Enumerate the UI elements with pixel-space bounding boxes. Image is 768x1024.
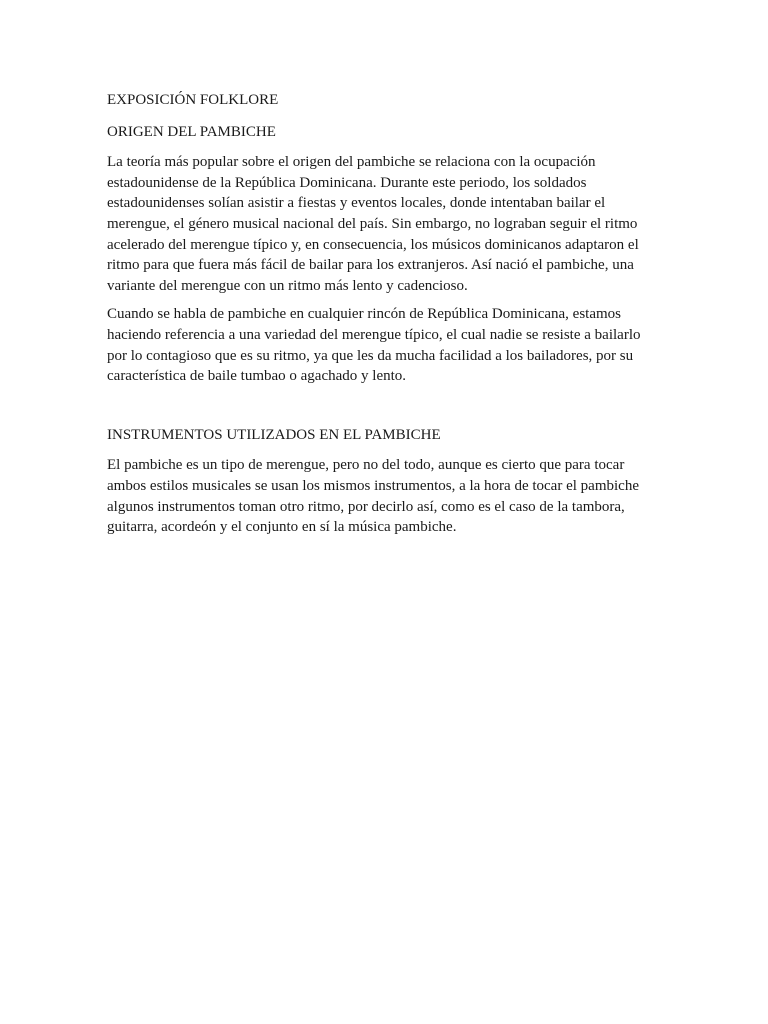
section-heading: ORIGEN DEL PAMBICHE — [107, 123, 276, 140]
document-content — [107, 90, 647, 546]
document-title: EXPOSICIÓN FOLKLORE — [107, 92, 279, 108]
section-origen — [107, 122, 647, 387]
section-instrumentos — [107, 425, 647, 538]
section-spacer — [107, 395, 647, 425]
paragraph: El pambiche es un tipo de merengue, pero no del todo, aunque es cierto que para tocar ambos estilos musicales se usan los mismos instrumentos, a la hora de tocar el pambiche algunos instrumentos toman otro ritmo, por decirlo así, como es el caso de la tambora, guitarra, acordeón y el conjunto en sí la música pambiche. — [107, 457, 639, 536]
section-heading: INSTRUMENTOS UTILIZADOS EN EL PAMBICHE — [107, 426, 441, 443]
paragraph: Cuando se habla de pambiche en cualquier rincón de República Dominicana, estamos haciendo referencia a una variedad del merengue típico, el cual nadie se resiste a bailarlo por lo contagioso que es su ritmo, ya que les da mucha facilidad a los bailadores, por su característica de baile tumbao o agachado y lento. — [107, 306, 641, 385]
paragraph: La teoría más popular sobre el origen del pambiche se relaciona con la ocupación estadounidense de la República Dominicana. Durante este periodo, los soldados estadounidenses solían asistir a fiestas y eventos locales, donde intentaban bailar el merengue, el género musical nacional del país. Sin embargo, no lograban seguir el ritmo acelerado del merengue típico y, en consecuencia, los músicos dominicanos adaptaron el ritmo para que fuera más fácil de bailar para los extranjeros. Así nació el pambiche, una variante del merengue con un ritmo más lento y cadencioso. — [107, 154, 639, 294]
